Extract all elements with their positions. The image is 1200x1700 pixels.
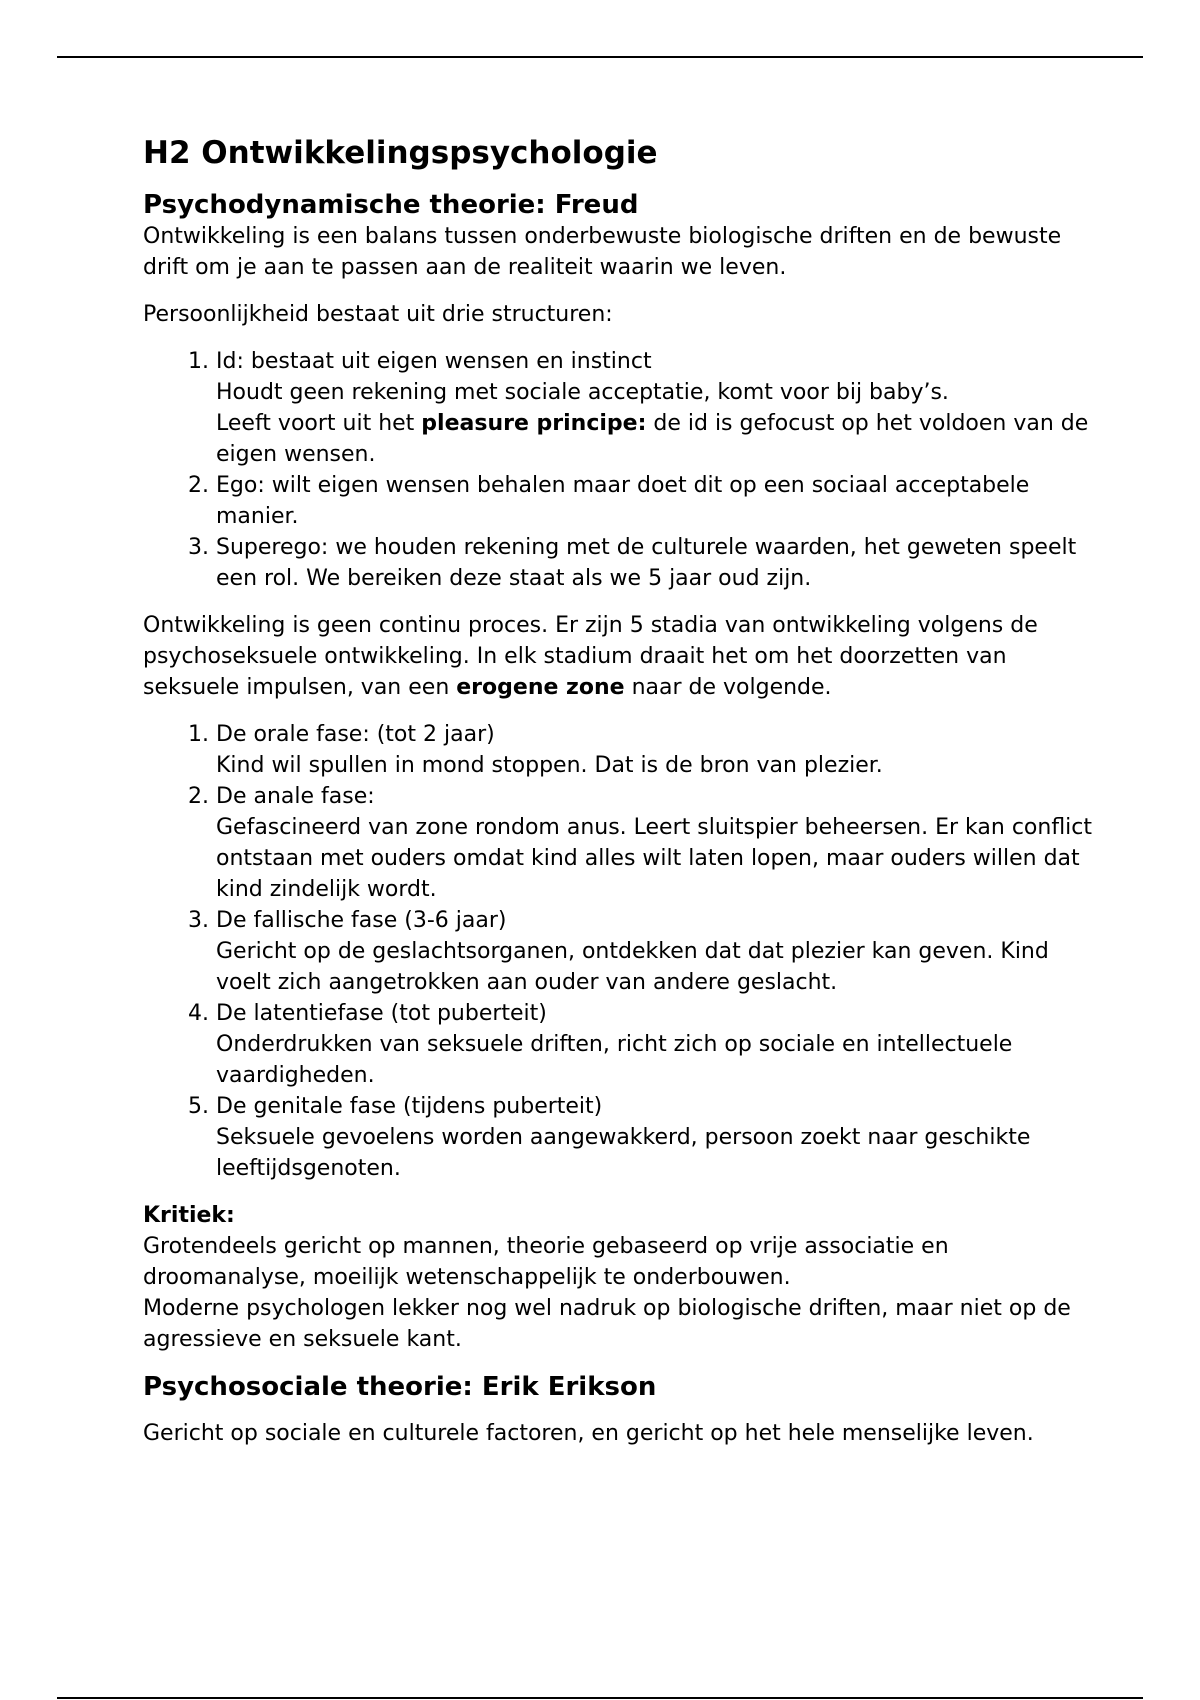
page-title: H2 Ontwikkelingspsychologie — [143, 135, 658, 171]
stages-list — [143, 719, 1103, 1184]
stage-name: De latentiefase (tot puberteit) — [216, 1001, 547, 1027]
structure-item-ego: 2. Ego: wilt eigen wensen behalen maar doet dit op een sociaal acceptabele manier. — [216, 470, 1103, 532]
erogenous-zone-term: erogene zone — [456, 675, 625, 701]
stage-item-phallic — [216, 905, 1103, 998]
stage-name: De anale fase: — [216, 784, 375, 810]
structure-id-line2: Houdt geen rekening met sociale acceptatie, komt voor bij baby’s. — [216, 380, 949, 406]
stage-name: De orale fase: (tot 2 jaar) — [216, 722, 495, 748]
critique-paragraph-1: Grotendeels gericht op mannen, theorie gebaseerd op vrije associatie en droomanalyse, moeilijk wetenschappelijk te onderbouwen. — [143, 1234, 949, 1291]
stage-desc: Gefascineerd van zone rondom anus. Leert sluitspier beheersen. Er kan conflict ontstaan met ouders omdat kind alles wilt laten lopen, maar ouders willen dat kind zindelijk wordt. — [216, 815, 1093, 903]
structure-id-line3-pre: Leeft voort uit het — [216, 411, 422, 437]
stage-name: De fallische fase (3-6 jaar) — [216, 908, 507, 934]
structure-item-id — [216, 346, 1103, 470]
stage-item-genital — [216, 1091, 1103, 1184]
stage-item-oral — [216, 719, 1103, 781]
critique-paragraph-2: Moderne psychologen lekker nog wel nadruk op biologische driften, maar niet op de agressieve en seksuele kant. — [143, 1296, 1071, 1353]
erikson-heading: Psychosociale theorie: Erik Erikson — [143, 1372, 657, 1403]
erikson-intro: Gericht op sociale en culturele factoren, en gericht op het hele menselijke leven. — [143, 1420, 1034, 1446]
stage-item-anal — [216, 781, 1103, 905]
stages-intro — [143, 610, 1103, 703]
structure-id-line1: Id: bestaat uit eigen wensen en instinct — [216, 349, 652, 375]
pleasure-principle-term: pleasure principe: — [421, 411, 647, 437]
critique-heading: Kritiek: — [143, 1203, 235, 1229]
stages-intro-pre: Ontwikkeling is geen continu proces. Er zijn 5 stadia van ontwikkeling volgens de psychoseksuele ontwikkeling. In elk stadium draait het om het doorzetten van seksuele impulsen, van een — [143, 613, 1038, 701]
footer-rule — [57, 1697, 1143, 1699]
structure-id-line3-post: de id is gefocust op het voldoen van de eigen wensen. — [216, 411, 1089, 468]
stage-name: De genitale fase (tijdens puberteit) — [216, 1094, 603, 1120]
stages-intro-post: naar de volgende. — [624, 675, 832, 701]
structures-intro: Persoonlijkheid bestaat uit drie structuren: — [143, 302, 613, 328]
document-body — [143, 134, 1103, 1465]
stage-desc: Onderdrukken van seksuele driften, richt zich op sociale en intellectuele vaardigheden. — [216, 1032, 1013, 1089]
freud-heading: Psychodynamische theorie: Freud — [143, 189, 639, 220]
stage-desc: Seksuele gevoelens worden aangewakkerd, persoon zoekt naar geschikte leeftijdsgenoten. — [216, 1125, 1031, 1182]
header-rule — [57, 56, 1143, 58]
stage-desc: Kind wil spullen in mond stoppen. Dat is de bron van plezier. — [216, 753, 883, 779]
stage-item-latency — [216, 998, 1103, 1091]
structures-list — [143, 346, 1103, 594]
stage-desc: Gericht op de geslachtsorganen, ontdekken dat dat plezier kan geven. Kind voelt zich aangetrokken aan ouder van andere geslacht. — [216, 939, 1049, 996]
structure-item-superego: 3. Superego: we houden rekening met de culturele waarden, het geweten speelt een rol. We bereiken deze staat als we 5 jaar oud zijn. — [216, 532, 1103, 594]
freud-intro: Ontwikkeling is een balans tussen onderbewuste biologische driften en de bewuste drift om je aan te passen aan de realiteit waarin we leven. — [143, 224, 1062, 281]
